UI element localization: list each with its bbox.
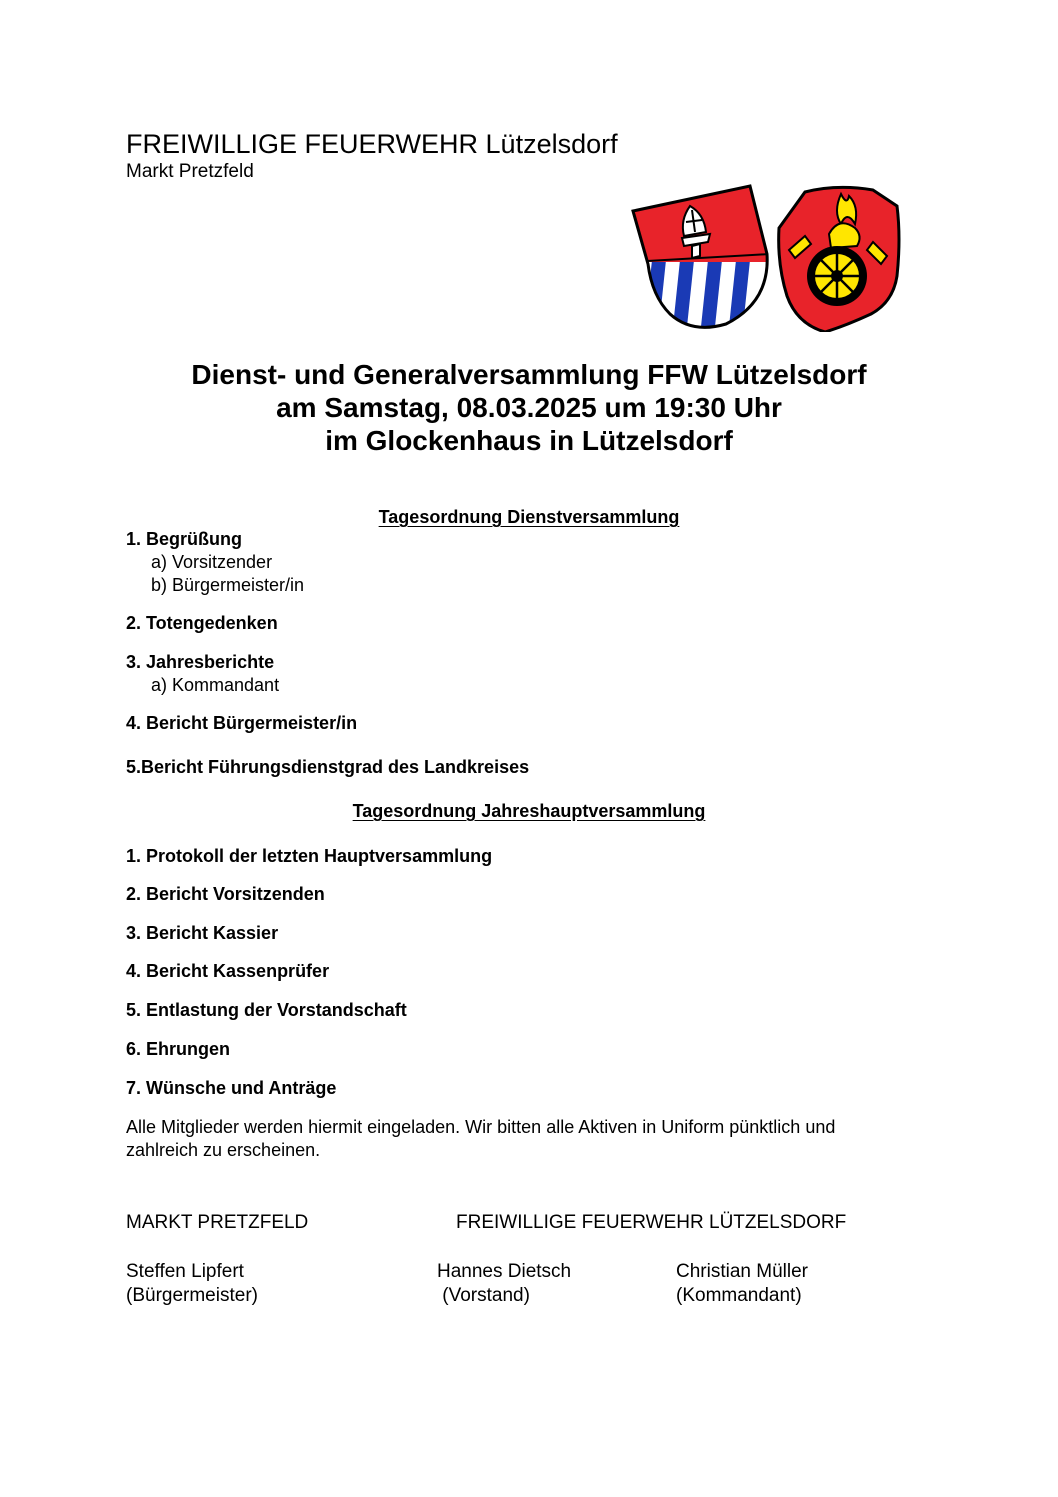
section-title-service-meeting: Tagesordnung Dienstversammlung bbox=[378, 507, 680, 527]
organization-title: FREIWILLIGE FEUERWEHR Lützelsdorf bbox=[126, 129, 618, 159]
agenda-subitem: a) Vorsitzender bbox=[151, 552, 273, 572]
signatory-name: Steffen Lipfert bbox=[126, 1261, 244, 1282]
agenda-item: 4. Bericht Bürgermeister/in bbox=[126, 713, 358, 733]
signatory-name: Christian Müller bbox=[676, 1261, 808, 1282]
signatory-name: Hannes Dietsch bbox=[437, 1261, 572, 1282]
agenda-item: 5. Entlastung der Vorstandschaft bbox=[126, 1000, 407, 1020]
agenda-item: 1. Protokoll der letzten Hauptversammlung bbox=[126, 846, 493, 866]
agenda-item: 6. Ehrungen bbox=[126, 1039, 231, 1059]
agenda-item: 4. Bericht Kassenprüfer bbox=[126, 961, 330, 981]
signatory-role: (Vorstand) bbox=[437, 1285, 530, 1306]
agenda-item: 1. Begrüßung bbox=[126, 529, 242, 549]
section-title-annual-meeting: Tagesordnung Jahreshauptversammlung bbox=[352, 801, 706, 821]
signatory-role: (Bürgermeister) bbox=[126, 1285, 258, 1306]
meeting-location: im Glockenhaus in Lützelsdorf bbox=[325, 425, 733, 456]
agenda-item: 3. Bericht Kassier bbox=[126, 923, 279, 943]
agenda-item: 3. Jahresberichte bbox=[126, 652, 275, 672]
invitation-text-line-1: Alle Mitglieder werden hiermit eingeladen. Wir bitten alle Aktiven in Uniform pünktlich und bbox=[126, 1117, 836, 1137]
agenda-item: 2. Totengedenken bbox=[126, 613, 278, 633]
agenda-item: 2. Bericht Vorsitzenden bbox=[126, 884, 325, 904]
municipal-coat-of-arms bbox=[630, 184, 770, 332]
meeting-title: Dienst- und Generalversammlung FFW Lützelsdorf bbox=[191, 359, 867, 390]
agenda-item: 5.Bericht Führungsdienstgrad des Landkreises bbox=[126, 757, 530, 777]
agenda-subitem: a) Kommandant bbox=[151, 675, 280, 695]
signature-org-right: FREIWILLIGE FEUERWEHR LÜTZELSDORF bbox=[456, 1212, 847, 1233]
wheel-icon bbox=[807, 246, 867, 306]
organization-subtitle: Markt Pretzfeld bbox=[126, 161, 254, 182]
invitation-text-line-2: zahlreich zu erscheinen. bbox=[126, 1140, 321, 1160]
agenda-item: 7. Wünsche und Anträge bbox=[126, 1078, 337, 1098]
fire-brigade-emblem bbox=[775, 184, 901, 332]
signature-org-left: MARKT PRETZFELD bbox=[126, 1212, 309, 1233]
agenda-subitem: b) Bürgermeister/in bbox=[151, 575, 305, 595]
meeting-date: am Samstag, 08.03.2025 um 19:30 Uhr bbox=[276, 392, 782, 423]
signatory-role: (Kommandant) bbox=[676, 1285, 802, 1306]
